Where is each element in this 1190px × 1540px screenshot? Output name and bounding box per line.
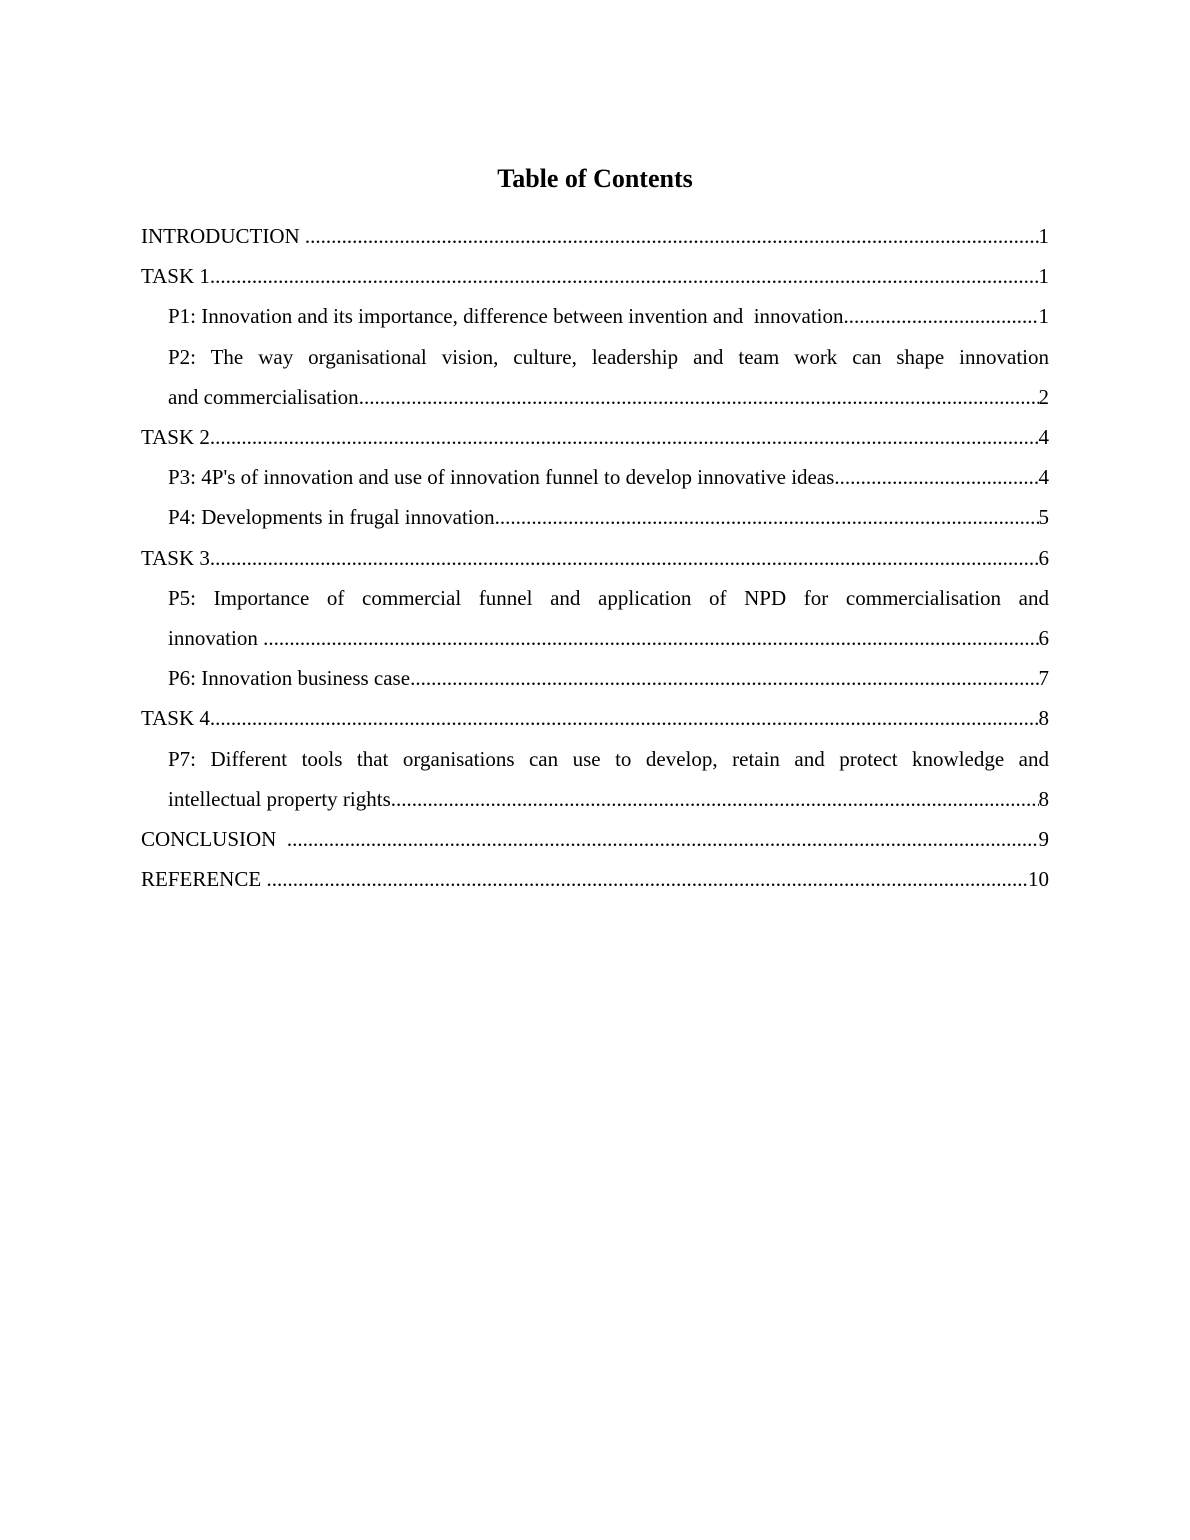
- toc-entry-label: TASK 3: [141, 545, 210, 570]
- toc-entry-p5[interactable]: [141, 578, 1049, 658]
- toc-entry-label: innovation: [168, 626, 264, 651]
- toc-entry-label: TASK 4: [141, 706, 210, 731]
- toc-entry-task-4[interactable]: [141, 698, 1049, 738]
- toc-page-number: 4: [1038, 465, 1049, 490]
- toc-entry-p3[interactable]: [141, 457, 1049, 497]
- toc-dot-leader: [359, 377, 1039, 417]
- toc-dot-leader: [210, 256, 1039, 296]
- toc-dot-leader: [210, 417, 1039, 457]
- toc-entry-label: P4: Developments in frugal innovation: [168, 505, 495, 530]
- toc-dot-leader: [210, 538, 1039, 578]
- toc-entry-introduction[interactable]: [141, 216, 1049, 256]
- toc-page-number: 1: [1038, 224, 1049, 248]
- toc-entry-p6[interactable]: [141, 658, 1049, 698]
- toc-entry-task-2[interactable]: [141, 417, 1049, 457]
- toc-entry-label-line1: P2: The way organisational vision, culture, leadership and team work can shape innovation: [168, 344, 1049, 369]
- toc-page-number: 9: [1038, 827, 1049, 852]
- toc-dot-leader: [391, 779, 1039, 819]
- toc-entry-p2[interactable]: [141, 337, 1049, 417]
- toc-entry-label: TASK 2: [141, 425, 210, 450]
- toc-title: Table of Contents: [497, 164, 693, 193]
- toc-dot-leader: [287, 819, 1039, 859]
- toc-page-number: 1: [1038, 304, 1049, 329]
- toc-page-number: 6: [1038, 626, 1049, 651]
- toc-entry-p4[interactable]: [141, 497, 1049, 537]
- toc-page-number: 8: [1038, 706, 1049, 731]
- toc-entry-label: P3: 4P's of innovation and use of innovation funnel to develop innovative ideas: [168, 465, 835, 490]
- toc-entry-label: P1: Innovation and its importance, difference between invention and innovation: [168, 304, 844, 329]
- toc-entry-label-line1: P7: Different tools that organisations can use to develop, retain and protect knowledge and: [168, 746, 1049, 771]
- toc-entry-label: and commercialisation: [168, 384, 359, 409]
- toc-entry-label: REFERENCE: [141, 867, 267, 892]
- toc-page-number: 5: [1038, 505, 1049, 530]
- toc-entry-label-line1: P5: Importance of commercial funnel and application of NPD for commercialisation and: [168, 585, 1049, 610]
- toc-page-number: 4: [1038, 425, 1049, 450]
- toc-entry-conclusion[interactable]: [141, 819, 1049, 859]
- toc-page-number: 10: [1028, 867, 1049, 892]
- toc-dot-leader: [834, 457, 1038, 497]
- toc-page-number: 8: [1038, 786, 1049, 811]
- toc-entry-task-3[interactable]: [141, 538, 1049, 578]
- toc-dot-leader: [263, 618, 1038, 658]
- toc-entry-p7[interactable]: [141, 739, 1049, 819]
- toc-entry-label: intellectual property rights: [168, 786, 391, 811]
- toc-entry-reference[interactable]: [141, 859, 1049, 899]
- toc-dot-leader: [266, 859, 1028, 899]
- toc-entry-label: INTRODUCTION: [141, 224, 305, 248]
- toc-page-number: 1: [1038, 264, 1049, 289]
- toc-dot-leader: [495, 497, 1039, 537]
- toc-dot-leader: [410, 658, 1038, 698]
- toc-entry-label: CONCLUSION: [141, 827, 287, 852]
- toc-dot-leader: [210, 698, 1039, 738]
- toc-page-number: 6: [1038, 545, 1049, 570]
- toc-dot-leader: [305, 216, 1039, 256]
- toc-page-number: 7: [1038, 666, 1049, 691]
- toc-entry-label: TASK 1: [141, 264, 210, 289]
- toc-entry-label: P6: Innovation business case: [168, 666, 411, 691]
- toc-page-number: 2: [1038, 384, 1049, 409]
- toc-entry-p1[interactable]: [141, 296, 1049, 336]
- table-of-contents: [141, 216, 1049, 899]
- toc-dot-leader: [844, 296, 1039, 336]
- toc-entry-task-1[interactable]: [141, 256, 1049, 296]
